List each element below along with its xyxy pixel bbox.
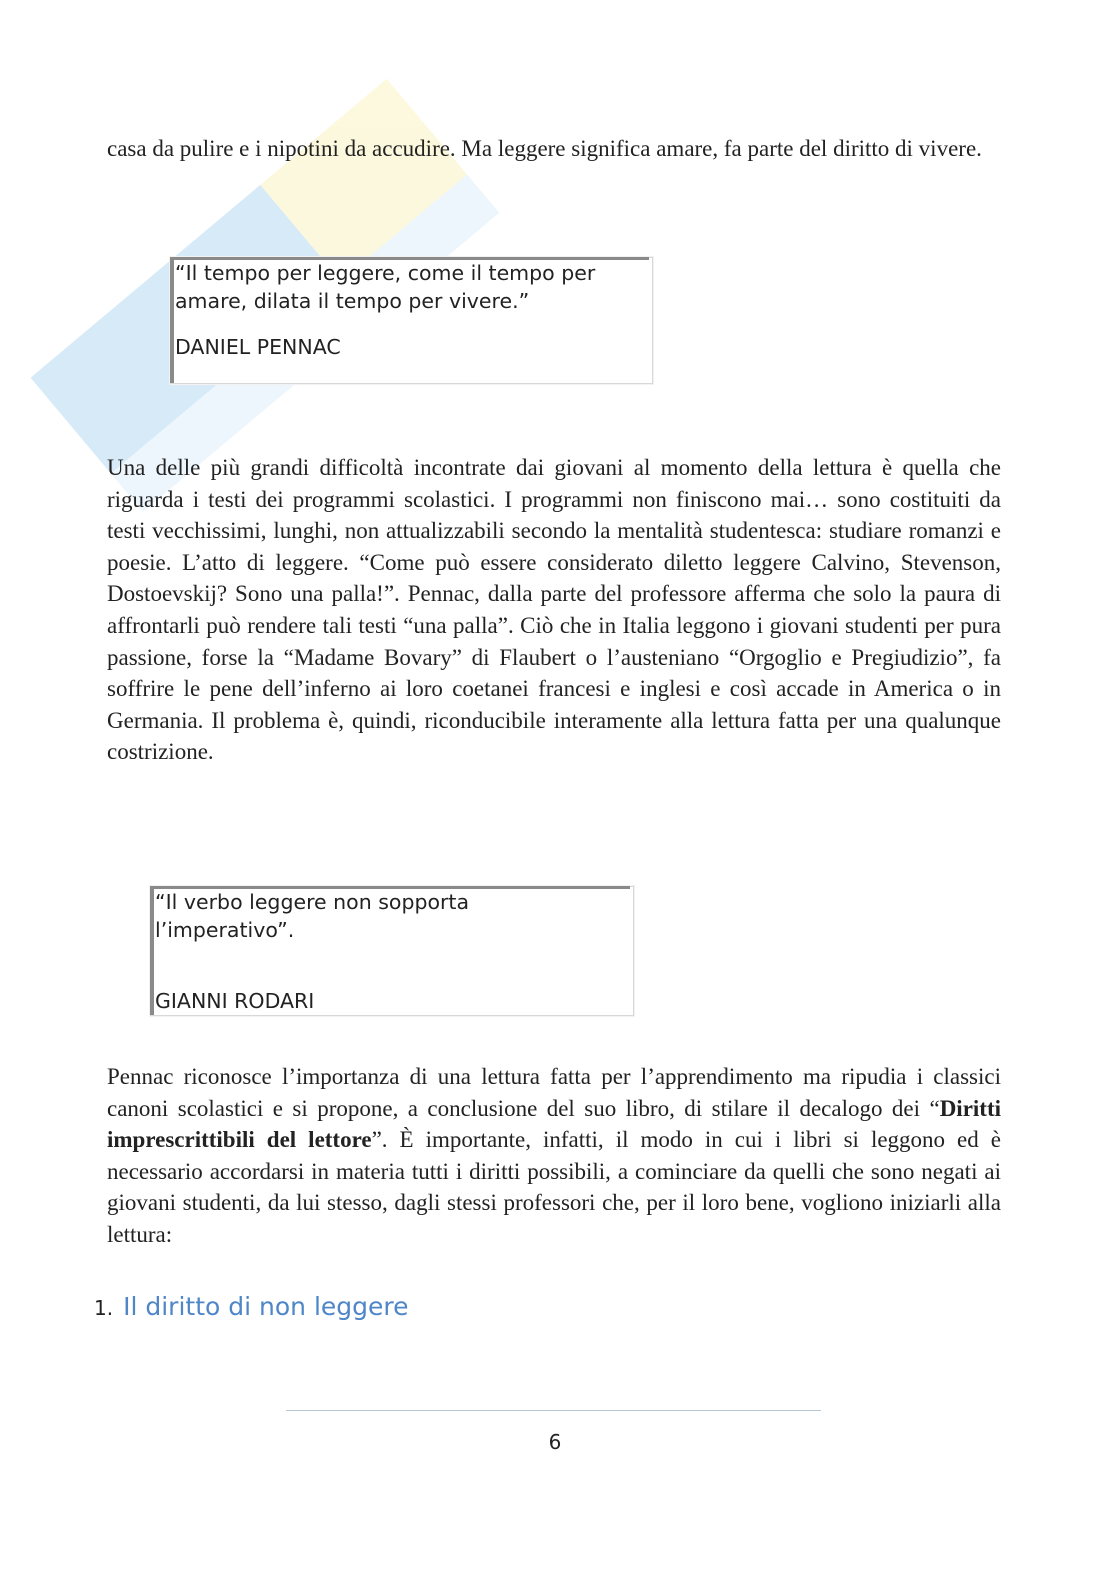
- quote-box-rodari: [150, 886, 634, 1016]
- paragraph-intro: casa da pulire e i nipotini da accudire. Ma leggere significa amare, fa parte del diritto di vivere.: [107, 136, 982, 161]
- quote-box-pennac: [170, 257, 653, 384]
- list-heading: Il diritto di non leggere: [123, 1292, 409, 1321]
- page-number: 6: [548, 1430, 562, 1454]
- quote-author: GIANNI RODARI: [155, 989, 315, 1013]
- list-number: 1.: [94, 1296, 114, 1320]
- quote-text: “Il verbo leggere non sopporta l’imperativo”.: [155, 890, 470, 942]
- paragraph-rights-text: ”. È importante, infatti, il modo in cui i libri si leggono ed è necessario accordarsi in materia tutti i diritti possibili, a cominciare da quelli che sono negati ai giovani studenti, da lui stesso, dagli stessi professori che, per il loro bene, vogliono iniziarli alla lettura:: [107, 1127, 1001, 1247]
- paragraph-school-texts: Una delle più grandi difficoltà incontrate dai giovani al momento della lettura è quella che riguarda i testi dei programmi scolastici. I programmi non finiscono mai… sono costituiti da testi vecchissimi, lunghi, non attualizzabili secondo la mentalità studentesca: studiare romanzi e poesie. L’atto di leggere. “Come può essere considerato diletto leggere Calvino, Stevenson, Dostoevskij? Sono una palla!”. Pennac, dalla parte del professore afferma che solo la paura di affrontarli può rendere tali testi “una palla”. Ciò che in Italia leggono i giovani studenti per pura passione, forse la “Madame Bovary” di Flaubert o l’austeniano “Orgoglio e Pregiudizio”, fa soffrire le pene dell’inferno ai loro coetanei francesi e inglesi e così accade in America o in Germania. Il problema è, quindi, riconducibile interamente alla lettura fatta per una qualunque costrizione.: [107, 455, 1001, 765]
- numbered-heading-item: [94, 1292, 409, 1321]
- footer-divider: [286, 1410, 821, 1411]
- quote-text: “Il tempo per leggere, come il tempo per amare, dilata il tempo per vivere.”: [175, 261, 596, 313]
- quote-author: DANIEL PENNAC: [175, 335, 341, 359]
- bold-title: Diritti imprescrittibili del lettore: [107, 1095, 1001, 1153]
- paragraph-rights-text: Pennac riconosce l’importanza di una lettura fatta per l’apprendimento ma ripudia i classici canoni scolastici e si propone, a conclusione del suo libro, di stilare il decalogo dei “: [107, 1064, 1001, 1121]
- paragraph-rights: [107, 1061, 1001, 1251]
